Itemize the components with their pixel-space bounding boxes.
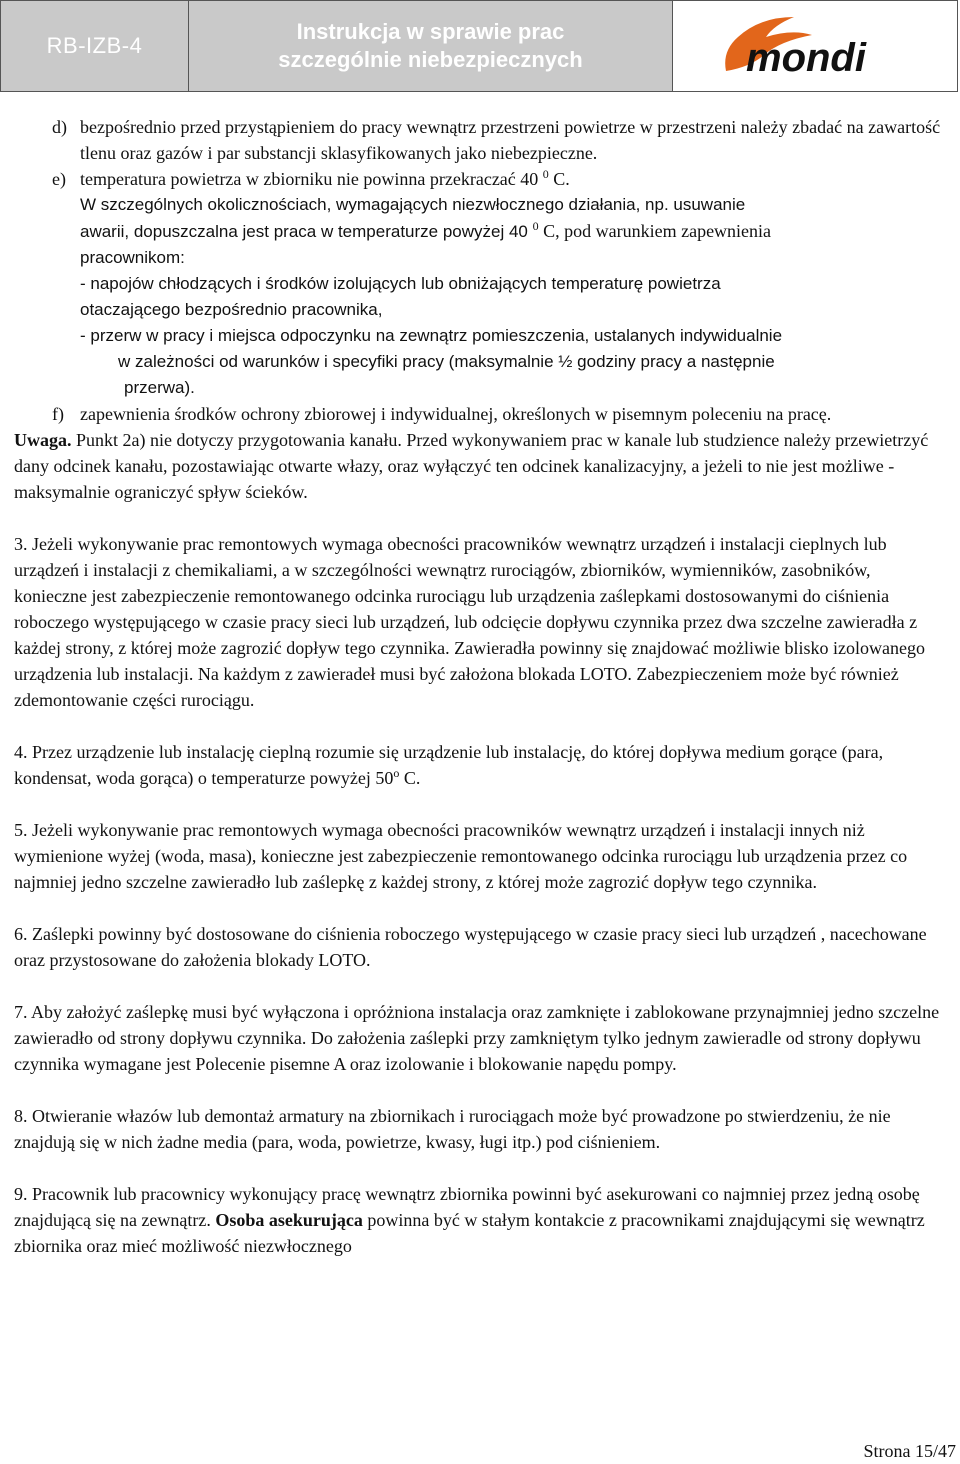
list-label-d: d): [52, 117, 67, 137]
company-logo: [673, 1, 957, 91]
document-code-text: RB-IZB-4: [46, 33, 143, 58]
title-line-2: szczególnie niebezpiecznych: [278, 47, 583, 72]
list-dash-1b: otaczającego bezpośrednio pracownika,: [80, 300, 383, 319]
paragraph-5: 5. Jeżeli wykonywanie prac remontowych wymaga obecności pracowników wewnątrz urządzeń i instalacji innych niż wymienione wyżej (woda, masa), konieczne jest zabezpieczenie remontowanego odcinka rurociągu lub urządzenia przez co najmniej jedno szczelne zawieradło lub zaślepkę z każdej strony, z której może zagrozić dopływ tego czynnika.: [14, 820, 908, 892]
list-label-f: f): [52, 404, 64, 424]
paragraph-7: 7. Aby założyć zaślepkę musi być wyłączona i opróżniona instalacja oraz zamknięte i zablokowane przynajmniej jedno szczelne zawieradło od strony dopływu czynnika. Do założenia zaślepki przy zamkniętym tylko jednym zawieradle od strony dopływu czynnika wymagane jest Polecenie pisemne A oraz izolowanie i blokowanie napędu pompy.: [14, 1002, 940, 1074]
list-text-e-line2: W szczególnych okolicznościach, wymagających niezwłocznego działania, np. usuwanie: [80, 195, 746, 214]
list-dash-1a: - napojów chłodzących i środków izolujących lub obniżających temperaturę powietrza: [80, 274, 721, 293]
list-item-d: [14, 114, 946, 166]
list-item-e: [14, 166, 946, 192]
document-body: [14, 114, 946, 1259]
list-dash-2c: przerwa).: [124, 378, 195, 397]
list-text-e-line4: pracownikom:: [80, 248, 185, 267]
uwaga-label: Uwaga.: [14, 430, 72, 450]
list-item-f: [14, 401, 946, 427]
title-line-1: Instrukcja w sprawie prac: [296, 19, 565, 44]
document-code: [1, 1, 189, 91]
list-dash-2b: w zależności od warunków i specyfiki pracy (maksymalnie ½ godziny pracy a następnie: [118, 352, 775, 371]
page-number: Strona 15/47: [863, 1441, 956, 1461]
list-text-f: zapewnienia środków ochrony zbiorowej i indywidualnej, określonych w pisemnym poleceniu na pracę.: [80, 404, 832, 424]
list-text-d: bezpośrednio przed przystąpieniem do pracy wewnątrz przestrzeni powietrze w przestrzeni należy zbadać na zawartość tlenu oraz gazów i par substancji sklasyfikowanych jako niebezpieczne.: [80, 117, 941, 163]
document-title: [189, 1, 673, 91]
list-text-e-line1: temperatura powietrza w zbiorniku nie powinna przekraczać 40 $^0$ C.: [80, 167, 570, 189]
list-label-e: e): [52, 169, 66, 189]
paragraph-3: 3. Jeżeli wykonywanie prac remontowych wymaga obecności pracowników wewnątrz urządzeń i instalacji cieplnych lub urządzeń i instalacji z chemikaliami, a w szczególności wewnątrz rurociągów, zbiorników, wymienników, zasobników, konieczne jest zabezpieczenie remontowanego odcinka rurociągu lub urządzenia zaślepkami dostosowanymi do ciśnienia roboczego występującego w czasie pracy sieci lub urządzeń, lub odcięcie dopływu czynnika przez dwa szczelne zawieradła z każdej strony, z której może zagrozić dopływ tego czynnika. Zawieradła powinny się znajdować możliwie blisko izolowanego urządzenia lub instalacji. Na każdym z zawieradeł musi być założona blokada LOTO. Zabezpieczeniem może być również zdemontowanie części rurociągu.: [14, 534, 926, 710]
list-dash-2a: - przerw w pracy i miejsca odpoczynku na zewnątrz pomieszczenia, ustalanych indywidualnie: [80, 326, 783, 345]
paragraph-6: 6. Zaślepki powinny być dostosowane do ciśnienia roboczego występującego w czasie pracy sieci lub urządzeń , nacechowane oraz przystosowane do założenia blokady LOTO.: [14, 924, 927, 970]
paragraph-4: 4. Przez urządzenie lub instalację cieplną rozumie się urządzenie lub instalację, do której dopływa medium gorące (para, kondensat, woda gorąca) o temperaturze powyżej 50$^o$ C.: [14, 742, 884, 788]
bold-osoba-asekurujaca: Osoba asekurująca: [215, 1210, 363, 1230]
mondi-logo-icon: [720, 11, 910, 81]
paragraph-9: 9. Pracownik lub pracownicy wykonujący pracę wewnątrz zbiornika powinni być asekurowani co najmniej przez jedną osobę znajdującą się na zewnątrz. Osoba asekurująca powinna być w stałym kontakcie z pracownikami znajdującymi się wewnątrz zbiornika oraz mieć możliwość niezwłocznego: [14, 1184, 925, 1256]
uwaga-text: Punkt 2a) nie dotyczy przygotowania kanału. Przed wykonywaniem prac w kanale lub studzience należy przewietrzyć dany odcinek kanału, pozostawiając otwarte włazy, oraz wyłączyć ten odcinek kanalizacyjny, a jeżeli to nie jest możliwe - maksymalnie ograniczyć spływ ścieków.: [14, 430, 929, 502]
list-text-e-line3: awarii, dopuszczalna jest praca w temperaturze powyżej 40 $^0$ C, pod warunkiem zapewnienia: [80, 219, 772, 241]
uwaga-paragraph: [14, 427, 946, 505]
document-header: [0, 0, 958, 92]
svg-text:mondi: mondi: [746, 36, 866, 80]
paragraph-8: 8. Otwieranie włazów lub demontaż armatury na zbiornikach i rurociągach może być prowadzone po stwierdzeniu, że nie znajdują się w nich żadne media (para, woda, powietrze, kwasy, ługi itp.) pod ciśnieniem.: [14, 1106, 891, 1152]
